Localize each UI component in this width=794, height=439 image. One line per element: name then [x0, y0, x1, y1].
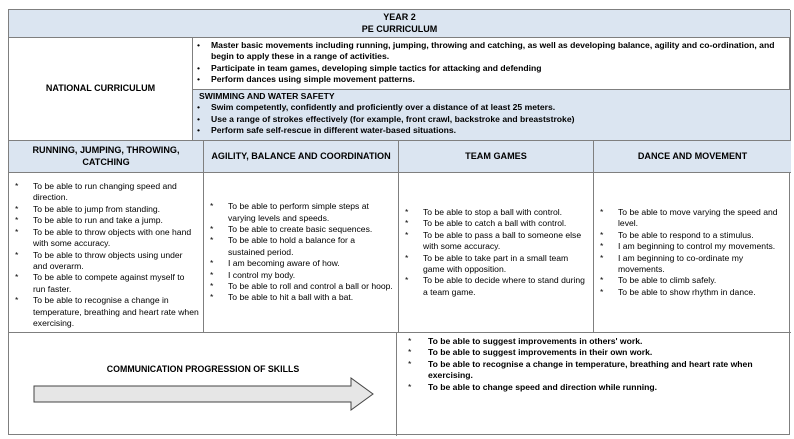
- skill-item: * To be able to compete against myself to run faster.: [13, 272, 199, 295]
- communication-label: COMMUNICATION PROGRESSION OF SKILLS: [106, 364, 300, 374]
- communication-item: * To be able to change speed and direction while running.: [403, 382, 783, 393]
- heading-dance-movement: DANCE AND MOVEMENT: [594, 141, 791, 173]
- swimming-section: [193, 90, 791, 141]
- skill-item: * I am beginning to control my movements.: [598, 241, 787, 252]
- communication-item: * To be able to recognise a change in temperature, breathing and heart rate when exercising.: [403, 359, 783, 382]
- skill-item: * To be able to hold a balance for a sustained period.: [208, 235, 394, 258]
- skill-item: * I am becoming aware of how.: [208, 258, 394, 269]
- swimming-heading: SWIMMING AND WATER SAFETY: [199, 91, 335, 101]
- communication-item: * To be able to suggest improvements in their own work.: [403, 347, 783, 358]
- skill-item: * To be able to stop a ball with control.: [403, 207, 589, 218]
- team-games-skills: [399, 173, 594, 333]
- skill-item: * To be able to throw objects using under and overarm.: [13, 250, 199, 273]
- swim-point: • Swim competently, confidently and proficiently over a distance of at least 25 meters.: [195, 102, 784, 113]
- progression-arrow-icon: [33, 377, 375, 411]
- communication-item: * To be able to suggest improvements in others' work.: [403, 336, 783, 347]
- skill-item: * To be able to hit a ball with a bat.: [208, 292, 394, 303]
- nc-point: • Participate in team games, developing simple tactics for attacking and defending: [195, 63, 784, 74]
- skill-item: * To be able to recognise a change in temperature, breathing and heart rate when exercising.: [13, 295, 199, 329]
- year-title: YEAR 2: [383, 11, 416, 22]
- skill-item: * To be able to move varying the speed and level.: [598, 207, 787, 230]
- running-jumping-skills: [9, 173, 204, 333]
- skill-item: * To be able to show rhythm in dance.: [598, 287, 787, 298]
- skill-item: * To be able to climb safely.: [598, 275, 787, 286]
- agility-balance-skills: [204, 173, 399, 333]
- heading-running-jumping: RUNNING, JUMPING, THROWING, CATCHING: [9, 141, 204, 173]
- skill-item: * To be able to create basic sequences.: [208, 224, 394, 235]
- skill-item: * To be able to run and take a jump.: [13, 215, 199, 226]
- curriculum-table: [8, 9, 790, 435]
- swim-point: • Use a range of strokes effectively (for example, front crawl, backstroke and breaststroke): [195, 114, 784, 125]
- skill-item: * To be able to run changing speed and direction.: [13, 181, 199, 204]
- skill-item: * To be able to perform simple steps at varying levels and speeds.: [208, 201, 394, 224]
- communication-skills: [397, 333, 791, 436]
- communication-label-cell: [9, 333, 397, 436]
- title-banner: [9, 10, 791, 38]
- skill-item: * To be able to respond to a stimulus.: [598, 230, 787, 241]
- skill-item: * I control my body.: [208, 270, 394, 281]
- nc-point: • Master basic movements including running, jumping, throwing and catching, as well as developing balance, agility and co-ordination, and begin to apply these in a range of activities.: [195, 40, 784, 63]
- skill-item: * To be able to decide where to stand during a team game.: [403, 275, 589, 298]
- skill-item: * I am beginning to co-ordinate my movements.: [598, 253, 787, 276]
- skill-item: * To be able to roll and control a ball or hoop.: [208, 281, 394, 292]
- skill-item: * To be able to take part in a small team game with opposition.: [403, 253, 589, 276]
- heading-team-games: TEAM GAMES: [399, 141, 594, 173]
- national-curriculum-points: [193, 38, 791, 90]
- skill-item: * To be able to jump from standing.: [13, 204, 199, 215]
- dance-movement-skills: [594, 173, 791, 333]
- swim-point: • Perform safe self-rescue in different water-based situations.: [195, 125, 784, 136]
- heading-agility-balance: AGILITY, BALANCE AND COORDINATION: [204, 141, 399, 173]
- skill-item: * To be able to pass a ball to someone else with some accuracy.: [403, 230, 589, 253]
- skill-item: * To be able to throw objects with one hand with some accuracy.: [13, 227, 199, 250]
- skill-item: * To be able to catch a ball with control.: [403, 218, 589, 229]
- subject-title: PE CURRICULUM: [361, 23, 438, 34]
- nc-point: • Perform dances using simple movement patterns.: [195, 74, 784, 85]
- national-curriculum-label: NATIONAL CURRICULUM: [9, 38, 193, 141]
